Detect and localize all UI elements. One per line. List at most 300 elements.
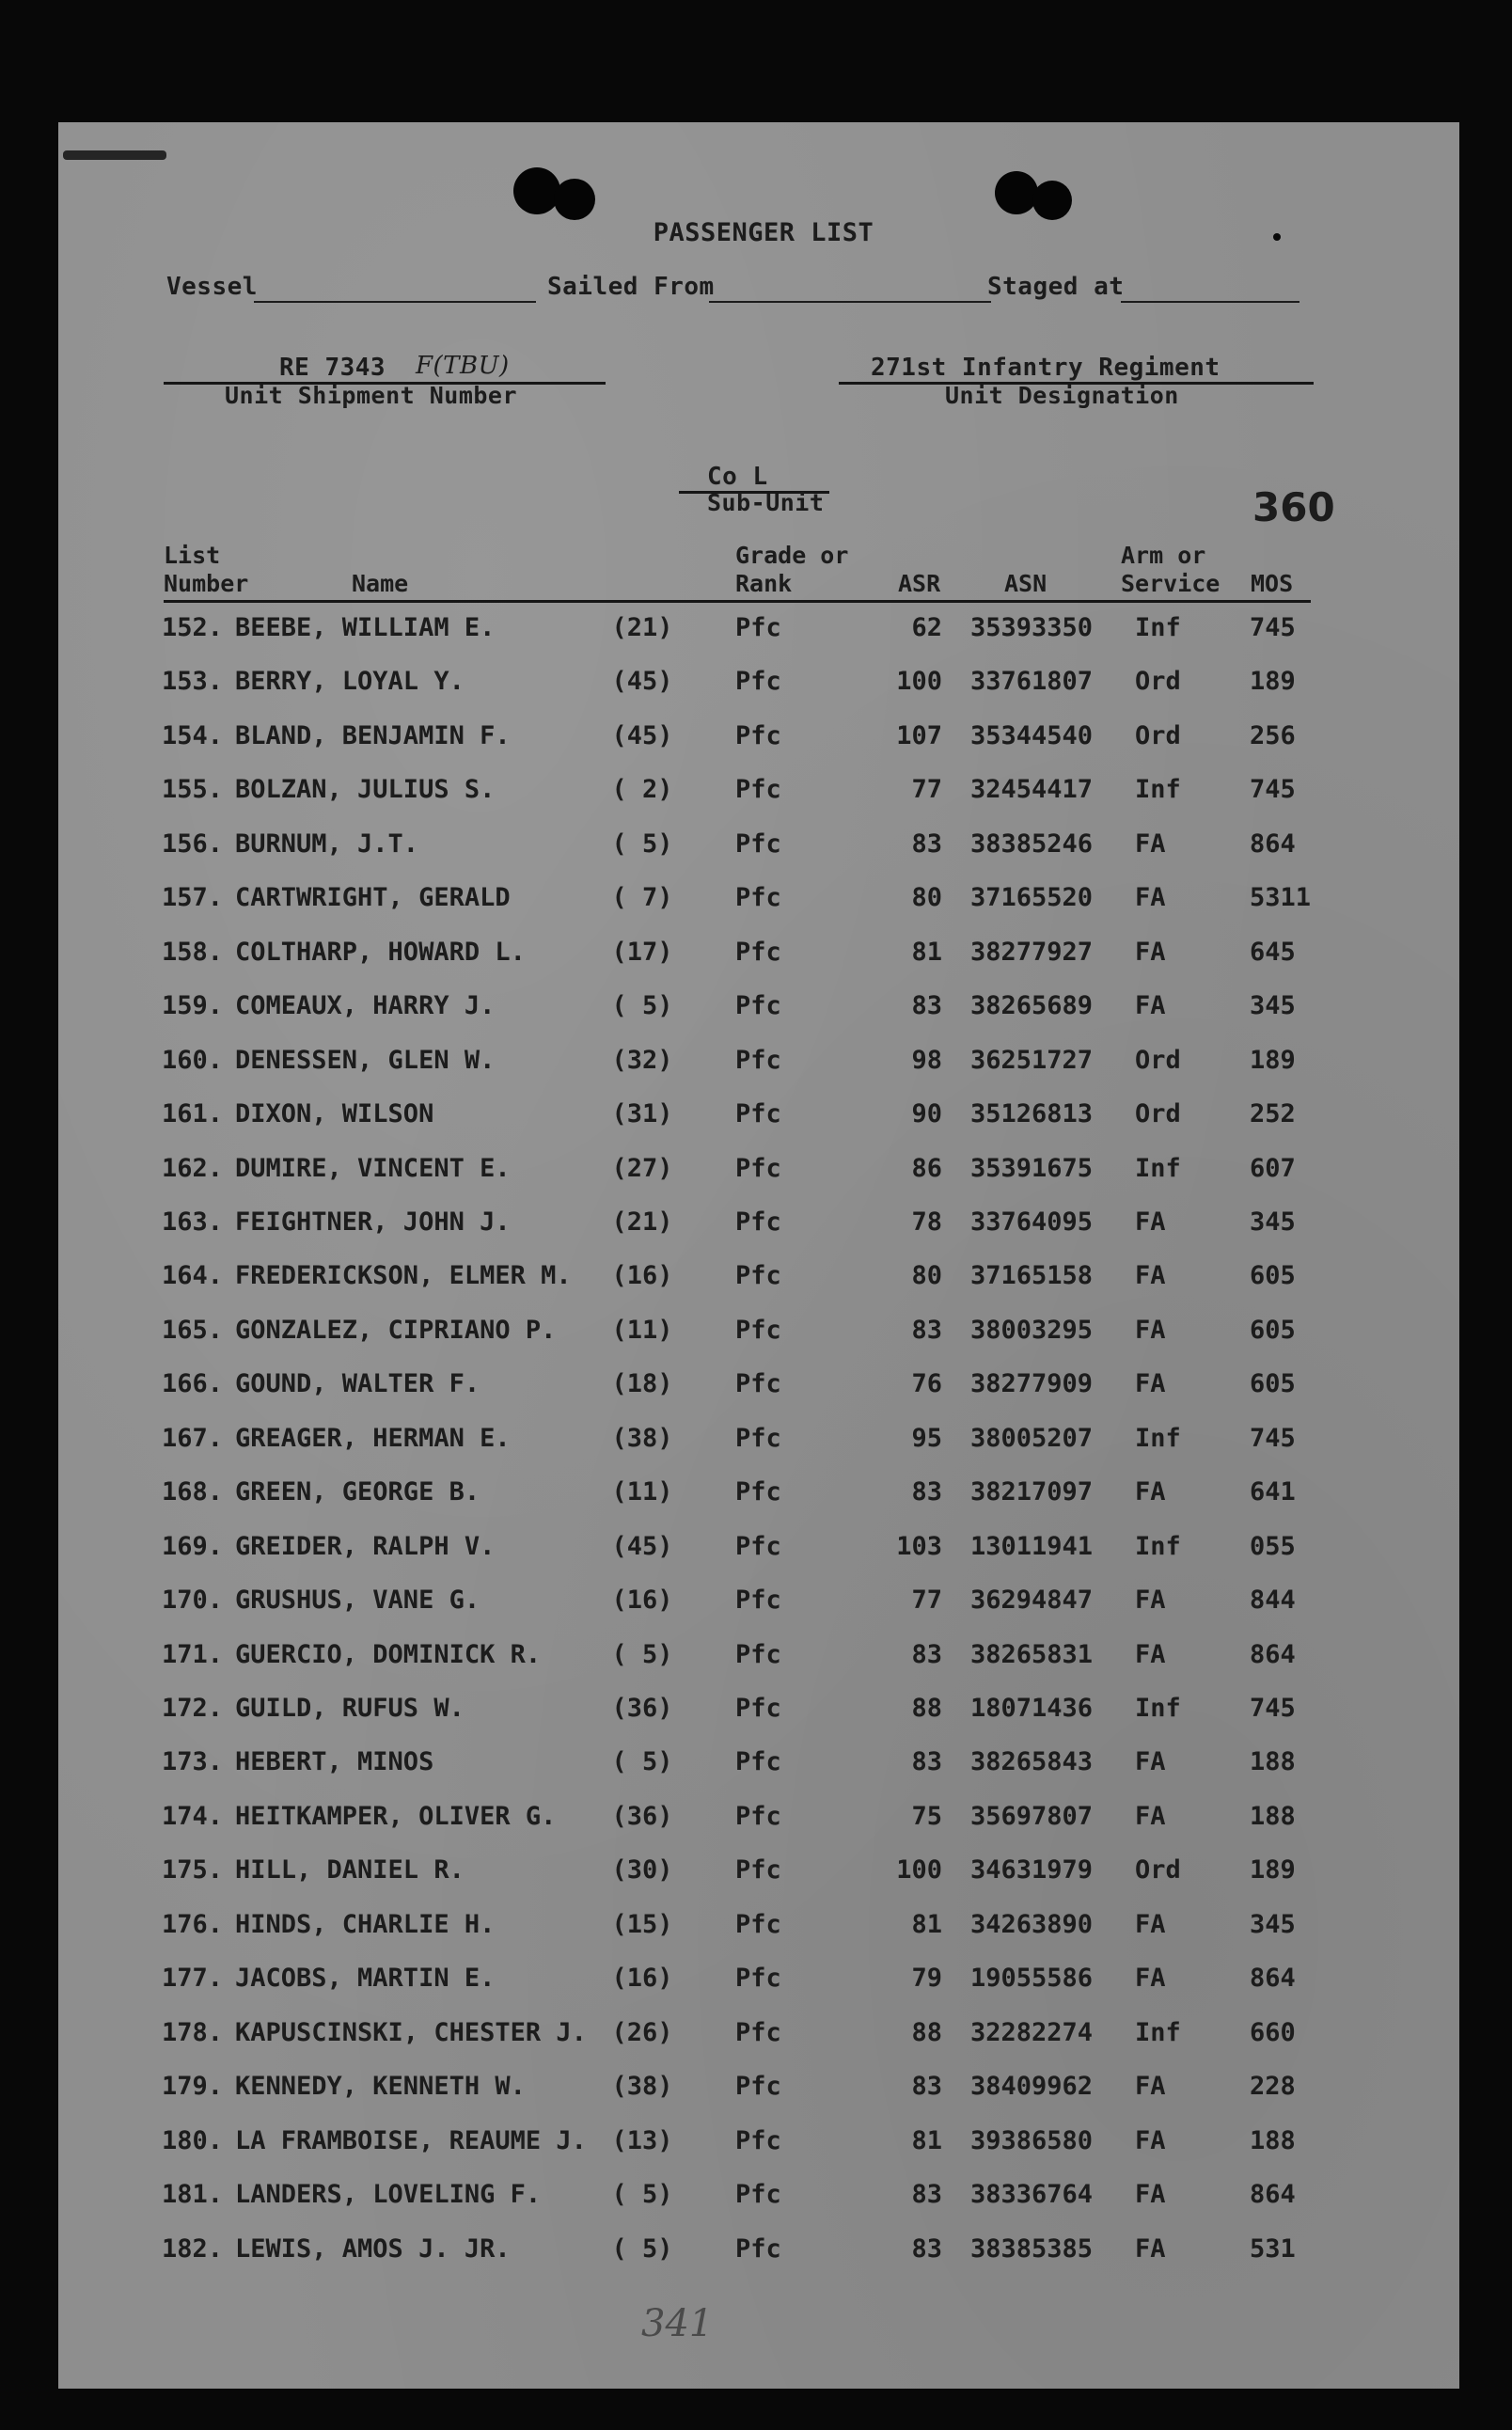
name-cell: DUMIRE, VINCENT E. xyxy=(235,1153,511,1183)
grade-cell: Pfc xyxy=(735,828,781,859)
grade-cell: Pfc xyxy=(735,1369,781,1399)
age-cell: ( 2) xyxy=(611,775,673,805)
arm-cell: Ord xyxy=(1135,720,1181,750)
grade-cell: Pfc xyxy=(735,2125,781,2155)
mos-cell: 256 xyxy=(1250,720,1296,750)
asr-cell: 83 xyxy=(911,1315,942,1345)
list-number-cell: 171. xyxy=(162,1639,224,1669)
asn-cell: 33764095 xyxy=(970,1207,1094,1237)
asn-cell: 38265689 xyxy=(970,991,1094,1021)
table-row xyxy=(58,1477,1459,1515)
asr-cell: 80 xyxy=(911,1261,942,1291)
asn-cell: 36294847 xyxy=(970,1586,1094,1616)
grade-cell: Pfc xyxy=(735,1694,781,1723)
name-cell: CARTWRIGHT, GERALD xyxy=(235,883,511,913)
asn-cell: 38277909 xyxy=(970,1369,1094,1399)
asn-cell: 38336764 xyxy=(970,2180,1094,2210)
table-row xyxy=(58,1964,1459,2001)
punch-hole-right-a xyxy=(995,171,1038,214)
asn-cell: 38003295 xyxy=(970,1315,1094,1345)
table-row xyxy=(58,1369,1459,1407)
asr-cell: 83 xyxy=(911,2072,942,2102)
arm-cell: Ord xyxy=(1135,1045,1181,1075)
name-cell: GREEN, GEORGE B. xyxy=(235,1477,480,1507)
asr-cell: 80 xyxy=(911,883,942,913)
table-row xyxy=(58,1154,1459,1191)
list-number-cell: 173. xyxy=(162,1747,224,1777)
asn-cell: 18071436 xyxy=(970,1694,1094,1723)
page-number: 360 xyxy=(1252,484,1335,530)
staged-at-blank xyxy=(1121,301,1299,303)
asn-cell: 38385385 xyxy=(970,2233,1094,2264)
name-cell: LEWIS, AMOS J. JR. xyxy=(235,2233,511,2264)
name-cell: BOLZAN, JULIUS S. xyxy=(235,775,496,805)
mos-cell: 745 xyxy=(1250,1694,1296,1723)
staged-at-label: Staged at xyxy=(987,273,1125,301)
table-row xyxy=(58,1855,1459,1893)
age-cell: (45) xyxy=(611,667,673,697)
mos-cell: 645 xyxy=(1250,937,1296,967)
asn-cell: 35697807 xyxy=(970,1801,1094,1831)
list-number-cell: 161. xyxy=(162,1099,224,1129)
list-number-cell: 159. xyxy=(162,991,224,1021)
list-number-cell: 166. xyxy=(162,1369,224,1399)
list-number-cell: 162. xyxy=(162,1153,224,1183)
age-cell: (45) xyxy=(611,720,673,750)
mos-cell: 864 xyxy=(1250,2180,1296,2210)
asr-cell: 88 xyxy=(911,1694,942,1723)
grade-cell: Pfc xyxy=(735,1207,781,1237)
table-row xyxy=(58,2180,1459,2217)
name-cell: GUERCIO, DOMINICK R. xyxy=(235,1639,542,1669)
asn-cell: 39386580 xyxy=(970,2125,1094,2155)
name-cell: KAPUSCINSKI, CHESTER J. xyxy=(235,2017,587,2047)
asr-cell: 90 xyxy=(911,1099,942,1129)
unit-shipment-number-label: Unit Shipment Number xyxy=(225,382,518,409)
name-cell: GUILD, RUFUS W. xyxy=(235,1694,465,1723)
grade-cell: Pfc xyxy=(735,2017,781,2047)
arm-cell: Ord xyxy=(1135,1099,1181,1129)
grade-cell: Pfc xyxy=(735,1909,781,1939)
mos-cell: 345 xyxy=(1250,991,1296,1021)
asn-cell: 19055586 xyxy=(970,1964,1094,1994)
asr-cell: 98 xyxy=(911,1045,942,1075)
unit-shipment-handwritten: F(TBU) xyxy=(416,352,510,380)
table-row xyxy=(58,1910,1459,1948)
name-cell: COLTHARP, HOWARD L. xyxy=(235,937,526,967)
punch-hole-left-b xyxy=(554,179,595,220)
list-number-cell: 154. xyxy=(162,720,224,750)
asr-cell: 95 xyxy=(911,1423,942,1453)
table-row xyxy=(58,1586,1459,1623)
table-row xyxy=(58,1316,1459,1353)
asn-cell: 33761807 xyxy=(970,667,1094,697)
age-cell: (11) xyxy=(611,1315,673,1345)
mos-cell: 228 xyxy=(1250,2072,1296,2102)
arm-cell: FA xyxy=(1135,2233,1166,2264)
unit-designation: 271st Infantry Regiment xyxy=(871,354,1221,382)
name-cell: GRUSHUS, VANE G. xyxy=(235,1586,480,1616)
table-row xyxy=(58,721,1459,759)
age-cell: (38) xyxy=(611,1423,673,1453)
age-cell: (32) xyxy=(611,1045,673,1075)
grade-cell: Pfc xyxy=(735,883,781,913)
table-row xyxy=(58,613,1459,651)
age-cell: (21) xyxy=(611,1207,673,1237)
mos-cell: 055 xyxy=(1250,1531,1296,1561)
grade-cell: Pfc xyxy=(735,2072,781,2102)
arm-cell: FA xyxy=(1135,937,1166,967)
age-cell: (16) xyxy=(611,1964,673,1994)
list-number-cell: 177. xyxy=(162,1964,224,1994)
col-header-mos: MOS xyxy=(1251,570,1294,597)
asn-cell: 34263890 xyxy=(970,1909,1094,1939)
list-number-cell: 170. xyxy=(162,1586,224,1616)
age-cell: ( 5) xyxy=(611,2180,673,2210)
list-number-cell: 182. xyxy=(162,2233,224,2264)
name-cell: JACOBS, MARTIN E. xyxy=(235,1964,496,1994)
age-cell: ( 5) xyxy=(611,1747,673,1777)
asr-cell: 83 xyxy=(911,2180,942,2210)
table-row xyxy=(58,1207,1459,1245)
arm-cell: Inf xyxy=(1135,1153,1181,1183)
arm-cell: Inf xyxy=(1135,613,1181,642)
table-row xyxy=(58,1046,1459,1083)
list-number-cell: 167. xyxy=(162,1423,224,1453)
mos-cell: 864 xyxy=(1250,828,1296,859)
asr-cell: 62 xyxy=(911,613,942,642)
vessel-blank xyxy=(254,301,536,303)
age-cell: (38) xyxy=(611,2072,673,2102)
arm-cell: FA xyxy=(1135,1477,1166,1507)
mos-cell: 864 xyxy=(1250,1639,1296,1669)
asn-cell: 32454417 xyxy=(970,775,1094,805)
sailed-from-label: Sailed From xyxy=(547,273,715,301)
arm-cell: Inf xyxy=(1135,1531,1181,1561)
age-cell: (11) xyxy=(611,1477,673,1507)
asr-cell: 83 xyxy=(911,2233,942,2264)
table-row xyxy=(58,2018,1459,2056)
asr-cell: 103 xyxy=(896,1531,942,1561)
name-cell: BERRY, LOYAL Y. xyxy=(235,667,465,697)
grade-cell: Pfc xyxy=(735,991,781,1021)
mos-cell: 188 xyxy=(1250,1747,1296,1777)
mos-cell: 189 xyxy=(1250,1045,1296,1075)
document-page xyxy=(58,122,1459,2389)
col-header-list-number: List Number xyxy=(164,542,249,597)
asn-cell: 35393350 xyxy=(970,613,1094,642)
arm-cell: Ord xyxy=(1135,1855,1181,1886)
grade-cell: Pfc xyxy=(735,1045,781,1075)
list-number-cell: 178. xyxy=(162,2017,224,2047)
arm-cell: FA xyxy=(1135,1369,1166,1399)
grade-cell: Pfc xyxy=(735,1855,781,1886)
asr-cell: 77 xyxy=(911,775,942,805)
arm-cell: FA xyxy=(1135,1207,1166,1237)
list-number-cell: 169. xyxy=(162,1531,224,1561)
arm-cell: FA xyxy=(1135,2072,1166,2102)
list-number-cell: 164. xyxy=(162,1261,224,1291)
asr-cell: 77 xyxy=(911,1586,942,1616)
grade-cell: Pfc xyxy=(735,2233,781,2264)
arm-cell: Inf xyxy=(1135,775,1181,805)
asn-cell: 35391675 xyxy=(970,1153,1094,1183)
mos-cell: 252 xyxy=(1250,1099,1296,1129)
asn-cell: 32282274 xyxy=(970,2017,1094,2047)
table-row xyxy=(58,991,1459,1029)
header-rule xyxy=(164,600,1311,603)
age-cell: (16) xyxy=(611,1586,673,1616)
asn-cell: 38217097 xyxy=(970,1477,1094,1507)
name-cell: BEEBE, WILLIAM E. xyxy=(235,613,496,642)
table-row xyxy=(58,2234,1459,2272)
handwritten-footer: 341 xyxy=(641,2302,714,2345)
punch-hole-right-b xyxy=(1032,181,1072,220)
arm-cell: Ord xyxy=(1135,667,1181,697)
arm-cell: Inf xyxy=(1135,2017,1181,2047)
table-row xyxy=(58,1261,1459,1299)
mos-cell: 189 xyxy=(1250,667,1296,697)
grade-cell: Pfc xyxy=(735,720,781,750)
punch-hole-left-a xyxy=(513,167,560,214)
mos-cell: 188 xyxy=(1250,1801,1296,1831)
age-cell: (27) xyxy=(611,1153,673,1183)
grade-cell: Pfc xyxy=(735,1261,781,1291)
asn-cell: 35344540 xyxy=(970,720,1094,750)
table-row xyxy=(58,829,1459,867)
list-number-cell: 179. xyxy=(162,2072,224,2102)
asr-cell: 83 xyxy=(911,828,942,859)
mos-cell: 745 xyxy=(1250,1423,1296,1453)
arm-cell: FA xyxy=(1135,1964,1166,1994)
list-number-cell: 181. xyxy=(162,2180,224,2210)
list-number-cell: 176. xyxy=(162,1909,224,1939)
col-header-asr: ASR xyxy=(898,570,941,597)
grade-cell: Pfc xyxy=(735,1531,781,1561)
grade-cell: Pfc xyxy=(735,937,781,967)
asr-cell: 83 xyxy=(911,1477,942,1507)
age-cell: (31) xyxy=(611,1099,673,1129)
grade-cell: Pfc xyxy=(735,667,781,697)
mos-cell: 864 xyxy=(1250,1964,1296,1994)
asr-cell: 81 xyxy=(911,1909,942,1939)
arm-cell: FA xyxy=(1135,1801,1166,1831)
mos-cell: 745 xyxy=(1250,775,1296,805)
grade-cell: Pfc xyxy=(735,1153,781,1183)
asn-cell: 38277927 xyxy=(970,937,1094,967)
grade-cell: Pfc xyxy=(735,1747,781,1777)
name-cell: GOUND, WALTER F. xyxy=(235,1369,480,1399)
name-cell: BLAND, BENJAMIN F. xyxy=(235,720,511,750)
asr-cell: 86 xyxy=(911,1153,942,1183)
list-number-cell: 175. xyxy=(162,1855,224,1886)
mos-cell: 605 xyxy=(1250,1261,1296,1291)
sub-unit-label: Sub-Unit xyxy=(707,489,825,516)
unit-designation-label: Unit Designation xyxy=(945,382,1179,409)
list-number-cell: 158. xyxy=(162,937,224,967)
grade-cell: Pfc xyxy=(735,1964,781,1994)
col-header-arm: Arm or Service xyxy=(1121,542,1221,597)
age-cell: (13) xyxy=(611,2125,673,2155)
mos-cell: 607 xyxy=(1250,1153,1296,1183)
age-cell: (18) xyxy=(611,1369,673,1399)
col-header-grade: Grade or Rank xyxy=(735,542,849,597)
table-row xyxy=(58,1532,1459,1570)
grade-cell: Pfc xyxy=(735,1639,781,1669)
list-number-cell: 155. xyxy=(162,775,224,805)
asr-cell: 81 xyxy=(911,937,942,967)
name-cell: HEITKAMPER, OLIVER G. xyxy=(235,1801,557,1831)
grade-cell: Pfc xyxy=(735,1801,781,1831)
mos-cell: 5311 xyxy=(1250,883,1312,913)
table-row xyxy=(58,667,1459,704)
vessel-label: Vessel xyxy=(166,273,258,301)
sub-unit: Co L xyxy=(707,463,768,491)
list-number-cell: 153. xyxy=(162,667,224,697)
arm-cell: FA xyxy=(1135,1261,1166,1291)
mos-cell: 660 xyxy=(1250,2017,1296,2047)
mos-cell: 605 xyxy=(1250,1315,1296,1345)
grade-cell: Pfc xyxy=(735,1586,781,1616)
table-row xyxy=(58,1802,1459,1839)
col-header-asn: ASN xyxy=(1004,570,1047,597)
asn-cell: 38265831 xyxy=(970,1639,1094,1669)
list-number-cell: 163. xyxy=(162,1207,224,1237)
grade-cell: Pfc xyxy=(735,1099,781,1129)
asn-cell: 35126813 xyxy=(970,1099,1094,1129)
list-number-cell: 180. xyxy=(162,2125,224,2155)
name-cell: GREAGER, HERMAN E. xyxy=(235,1423,511,1453)
asr-cell: 79 xyxy=(911,1964,942,1994)
name-cell: LA FRAMBOISE, REAUME J. xyxy=(235,2125,587,2155)
asn-cell: 37165158 xyxy=(970,1261,1094,1291)
mos-cell: 189 xyxy=(1250,1855,1296,1886)
table-row xyxy=(58,938,1459,975)
arm-cell: FA xyxy=(1135,883,1166,913)
name-cell: BURNUM, J.T. xyxy=(235,828,419,859)
table-row xyxy=(58,775,1459,813)
asr-cell: 83 xyxy=(911,991,942,1021)
list-number-cell: 168. xyxy=(162,1477,224,1507)
name-cell: DENESSEN, GLEN W. xyxy=(235,1045,496,1075)
list-number-cell: 156. xyxy=(162,828,224,859)
grade-cell: Pfc xyxy=(735,613,781,642)
asn-cell: 37165520 xyxy=(970,883,1094,913)
asr-cell: 76 xyxy=(911,1369,942,1399)
arm-cell: FA xyxy=(1135,1747,1166,1777)
age-cell: (17) xyxy=(611,937,673,967)
list-number-cell: 157. xyxy=(162,883,224,913)
asn-cell: 34631979 xyxy=(970,1855,1094,1886)
asn-cell: 38265843 xyxy=(970,1747,1094,1777)
list-number-cell: 152. xyxy=(162,613,224,642)
arm-cell: FA xyxy=(1135,2125,1166,2155)
age-cell: (15) xyxy=(611,1909,673,1939)
mos-cell: 345 xyxy=(1250,1909,1296,1939)
age-cell: ( 7) xyxy=(611,883,673,913)
asn-cell: 38409962 xyxy=(970,2072,1094,2102)
mos-cell: 531 xyxy=(1250,2233,1296,2264)
arm-cell: Inf xyxy=(1135,1423,1181,1453)
grade-cell: Pfc xyxy=(735,1423,781,1453)
grade-cell: Pfc xyxy=(735,2180,781,2210)
arm-cell: FA xyxy=(1135,2180,1166,2210)
name-cell: HEBERT, MINOS xyxy=(235,1747,434,1777)
page-title: PASSENGER LIST xyxy=(653,218,874,247)
ink-speck xyxy=(1273,233,1281,241)
age-cell: (26) xyxy=(611,2017,673,2047)
asn-cell: 38385246 xyxy=(970,828,1094,859)
col-header-name: Name xyxy=(352,570,409,597)
name-cell: GONZALEZ, CIPRIANO P. xyxy=(235,1315,557,1345)
sailed-from-blank xyxy=(709,301,991,303)
arm-cell: FA xyxy=(1135,1909,1166,1939)
arm-cell: FA xyxy=(1135,1586,1166,1616)
arm-cell: FA xyxy=(1135,1639,1166,1669)
asr-cell: 88 xyxy=(911,2017,942,2047)
list-number-cell: 165. xyxy=(162,1315,224,1345)
mos-cell: 345 xyxy=(1250,1207,1296,1237)
mos-cell: 188 xyxy=(1250,2125,1296,2155)
unit-shipment-number: RE 7343 xyxy=(279,354,386,382)
mos-cell: 745 xyxy=(1250,613,1296,642)
asr-cell: 100 xyxy=(896,667,942,697)
age-cell: (30) xyxy=(611,1855,673,1886)
grade-cell: Pfc xyxy=(735,1315,781,1345)
table-row xyxy=(58,1694,1459,1731)
table-row xyxy=(58,1099,1459,1137)
age-cell: (21) xyxy=(611,613,673,642)
arm-cell: FA xyxy=(1135,828,1166,859)
table-row xyxy=(58,883,1459,921)
table-row xyxy=(58,1747,1459,1785)
mos-cell: 605 xyxy=(1250,1369,1296,1399)
table-row xyxy=(58,2072,1459,2109)
asr-cell: 100 xyxy=(896,1855,942,1886)
age-cell: ( 5) xyxy=(611,1639,673,1669)
asr-cell: 78 xyxy=(911,1207,942,1237)
grade-cell: Pfc xyxy=(735,775,781,805)
name-cell: LANDERS, LOVELING F. xyxy=(235,2180,542,2210)
asn-cell: 36251727 xyxy=(970,1045,1094,1075)
age-cell: (36) xyxy=(611,1694,673,1723)
asr-cell: 107 xyxy=(896,720,942,750)
name-cell: GREIDER, RALPH V. xyxy=(235,1531,496,1561)
table-row xyxy=(58,1640,1459,1678)
name-cell: COMEAUX, HARRY J. xyxy=(235,991,496,1021)
name-cell: DIXON, WILSON xyxy=(235,1099,434,1129)
asn-cell: 13011941 xyxy=(970,1531,1094,1561)
list-number-cell: 160. xyxy=(162,1045,224,1075)
age-cell: (36) xyxy=(611,1801,673,1831)
asn-cell: 38005207 xyxy=(970,1423,1094,1453)
age-cell: (16) xyxy=(611,1261,673,1291)
mos-cell: 641 xyxy=(1250,1477,1296,1507)
asr-cell: 81 xyxy=(911,2125,942,2155)
list-number-cell: 174. xyxy=(162,1801,224,1831)
ink-speck xyxy=(63,150,166,160)
age-cell: (45) xyxy=(611,1531,673,1561)
list-number-cell: 172. xyxy=(162,1694,224,1723)
age-cell: ( 5) xyxy=(611,2233,673,2264)
name-cell: FREDERICKSON, ELMER M. xyxy=(235,1261,572,1291)
asr-cell: 83 xyxy=(911,1747,942,1777)
table-row xyxy=(58,1424,1459,1461)
name-cell: HINDS, CHARLIE H. xyxy=(235,1909,496,1939)
name-cell: HILL, DANIEL R. xyxy=(235,1855,465,1886)
asr-cell: 75 xyxy=(911,1801,942,1831)
asr-cell: 83 xyxy=(911,1639,942,1669)
